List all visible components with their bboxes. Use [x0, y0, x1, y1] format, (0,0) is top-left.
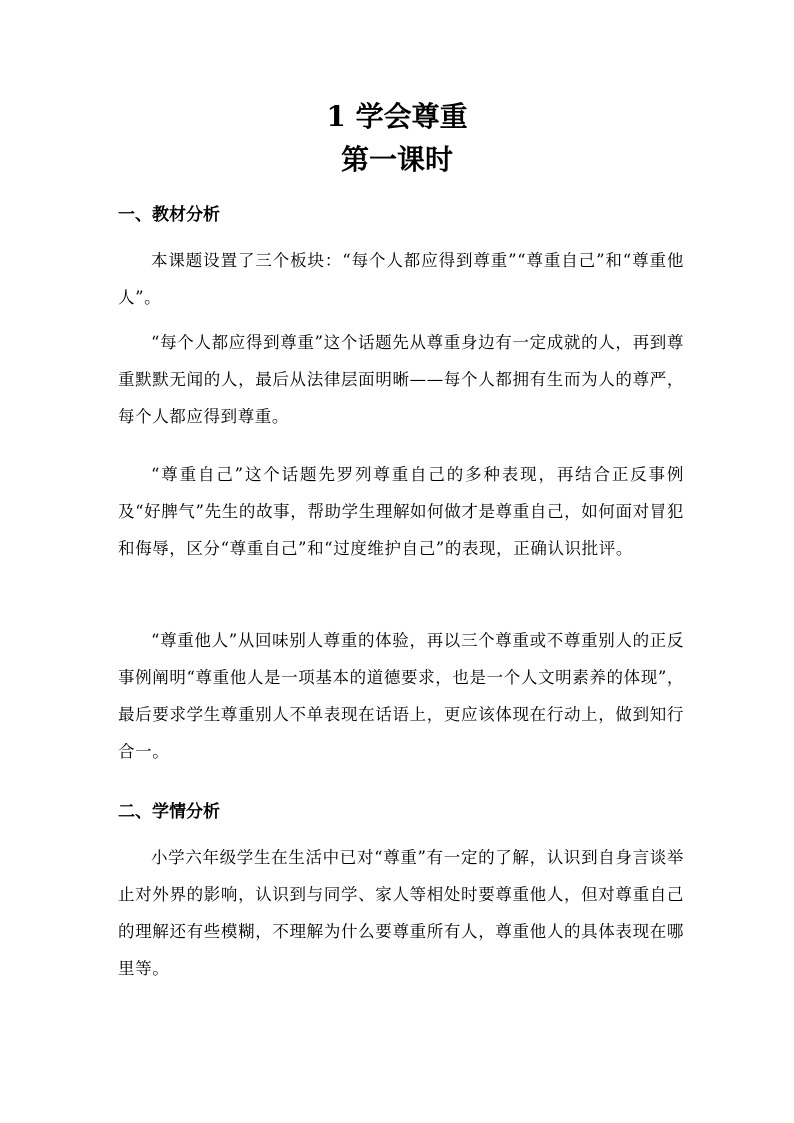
paragraph: 本课题设置了三个板块：“每个人都应得到尊重”“尊重自己”和“尊重他人”。 — [118, 251, 684, 307]
paragraph: “每个人都应得到尊重”这个话题先从尊重身边有一定成就的人，再到尊重默默无闻的人，最后从法律层面明晰——每个人都拥有生而为人的尊严，每个人都应得到尊重。 — [118, 333, 684, 426]
section-heading-textbook-analysis: 一、教材分析 — [118, 205, 220, 225]
section-heading-student-analysis: 二、学情分析 — [118, 802, 220, 822]
paragraph: “尊重自己”这个话题先罗列尊重自己的多种表现，再结合正反事例及“好脾气”先生的故事，帮助学生理解如何做才是尊重自己，如何面对冒犯和侮辱，区分“尊重自己”和“过度维护自己”的表现，正确认识批评。 — [118, 465, 684, 558]
paragraph: 小学六年级学生在生活中已对“尊重”有一定的了解，认识到自身言谈举止对外界的影响，认识到与同学、家人等相处时要尊重他人，但对尊重自己的理解还有些模糊，不理解为什么要尊重所有人，尊重他人的具体表现在哪里等。 — [118, 848, 684, 978]
paragraph: “尊重他人”从回味别人尊重的体验，再以三个尊重或不尊重别人的正反事例阐明“尊重他人是一项基本的道德要求，也是一个人文明素养的体现”，最后要求学生尊重别人不单表现在话语上，更应该体现在行动上，做到知行合一。 — [118, 631, 684, 761]
page-title: 1 学会尊重 — [326, 100, 468, 133]
page-subtitle: 第一课时 — [340, 143, 453, 176]
